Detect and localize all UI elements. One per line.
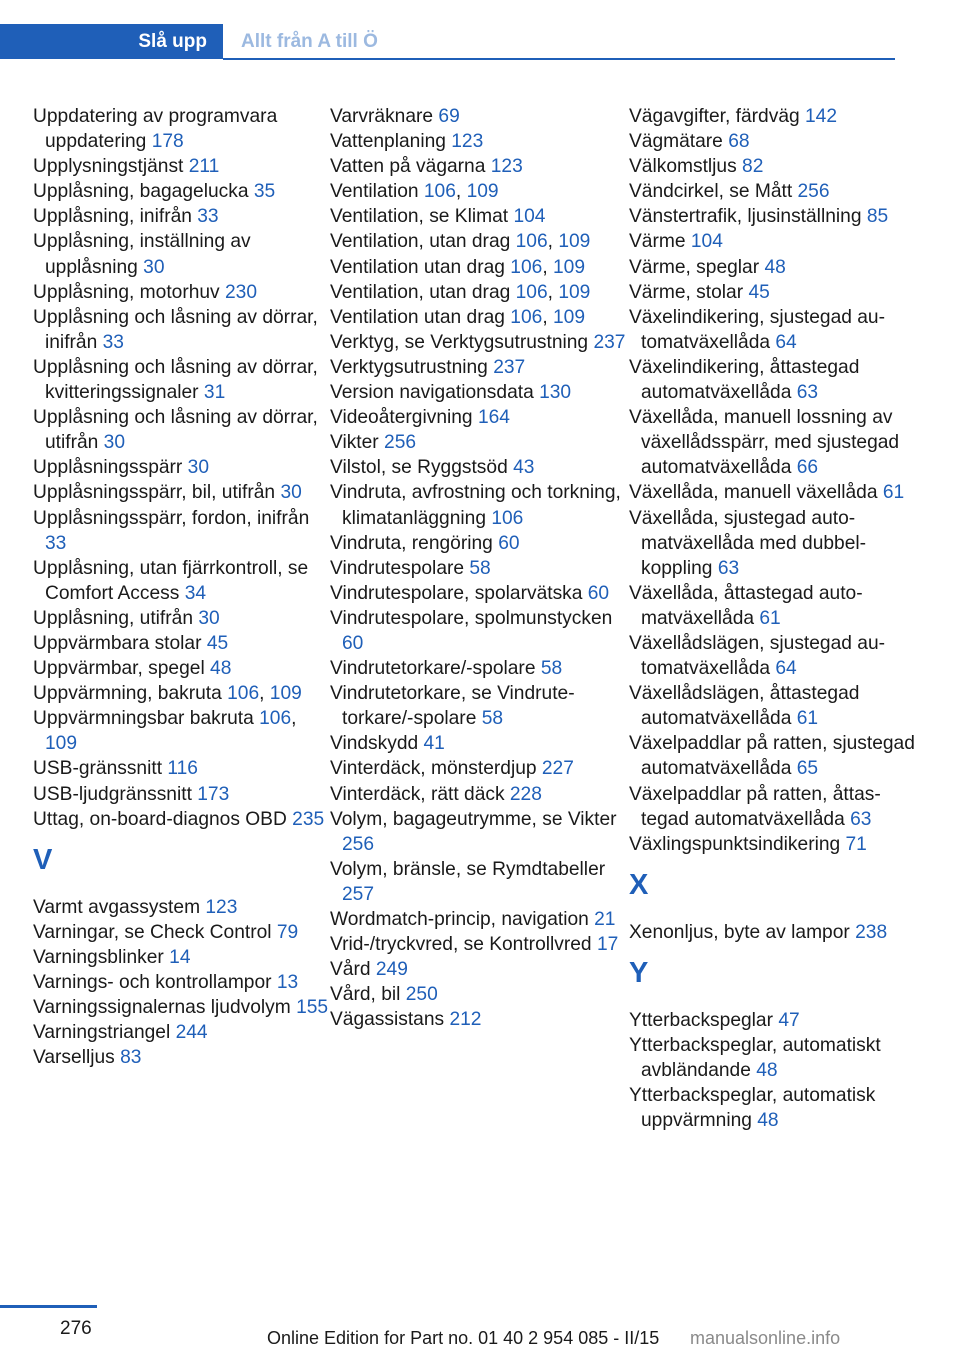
page-ref-link[interactable]: 238 [855, 921, 888, 943]
index-term: Ventilation utan drag [330, 306, 511, 328]
index-entry [330, 556, 630, 581]
index-entry [629, 104, 919, 129]
index-term: Ytterbackspeglar, automatiskt avbländande [629, 1035, 881, 1082]
index-entry [33, 305, 333, 355]
index-term: Ventilation, se Klimat [330, 206, 514, 228]
index-entry [330, 531, 630, 556]
page-ref-link[interactable]: 31 [203, 382, 226, 404]
page-ref-link[interactable]: 65 [796, 758, 819, 780]
page-ref-link[interactable]: 83 [120, 1047, 142, 1069]
index-term: Vindrutetorkare/-spolare [330, 658, 541, 680]
index-entry [330, 656, 630, 681]
index-term: USB-gränssnitt [33, 758, 168, 780]
index-term: Värme [629, 231, 691, 253]
page-ref-link[interactable]: 142 [805, 106, 838, 127]
index-entry [330, 204, 630, 229]
index-entry [629, 204, 919, 229]
page-ref-link[interactable]: 63 [796, 382, 819, 404]
index-entry [629, 782, 919, 832]
index-term: Vård [330, 959, 376, 981]
page-ref-link[interactable]: 45 [206, 632, 229, 654]
page-ref-link[interactable]: 33 [197, 206, 219, 228]
index-term: Upplåsning, inifrån [33, 206, 198, 228]
index-term: Uppvärmningsbar bakruta [33, 708, 260, 730]
index-entry [330, 857, 630, 907]
index-entry: Uppvärmning, bakruta 106, 109 [33, 683, 302, 705]
index-entry [33, 606, 333, 631]
page-ref-link[interactable]: 61 [796, 708, 819, 730]
index-term: Wordmatch-princip, navigation [330, 909, 595, 930]
page-ref-link[interactable]: 130 [539, 382, 572, 404]
page-ref-link[interactable]: 35 [253, 181, 276, 203]
index-column-3 [629, 104, 919, 1133]
index-term: Uppvärmbar, spegel [33, 658, 211, 680]
page-ref-link[interactable]: 21 [594, 909, 616, 930]
page-ref-link[interactable]: 71 [845, 833, 867, 855]
index-entry [629, 832, 919, 857]
index-term: Vindskydd [330, 733, 424, 755]
index-entry [33, 1045, 333, 1070]
page-ref-link[interactable]: 13 [276, 972, 299, 993]
page-ref-link[interactable]: 58 [540, 658, 563, 680]
index-entry [330, 104, 630, 129]
page-ref-link[interactable]: 109 [552, 306, 585, 328]
page-ref-link[interactable]: 47 [778, 1009, 800, 1031]
index-entry: Uppvärmningsbar bakruta 106, 109 [33, 708, 297, 755]
page-ref-link[interactable]: 66 [796, 457, 819, 479]
page-ref-link[interactable]: 227 [541, 758, 574, 780]
index-term: Upplysningstjänst [33, 156, 189, 178]
index-entry [629, 305, 919, 355]
index-entry [33, 782, 333, 807]
index-entry [330, 405, 630, 430]
page-ref-link[interactable]: 106 [259, 708, 292, 730]
index-entry [330, 681, 630, 731]
index-entry [629, 681, 919, 731]
index-term: Vattenplaning [330, 131, 452, 153]
index-term: Växelpaddlar på ratten, sjustegad automatväxellåda [629, 733, 915, 780]
index-entry [629, 280, 919, 305]
page-ref-link[interactable]: 123 [451, 131, 484, 153]
page-ref-link[interactable]: 106 [510, 306, 543, 328]
page-ref-link[interactable]: 64 [775, 658, 797, 680]
page-ref-link[interactable]: 69 [438, 106, 460, 127]
index-entry [330, 756, 630, 781]
index-letter-heading: X [629, 868, 649, 901]
page-ref-link[interactable]: 164 [477, 407, 510, 429]
index-entry [629, 179, 919, 204]
index-term: Vinterdäck, rätt däck [330, 783, 510, 805]
index-term: Upplåsning och låsning av dörrar, utifrån [33, 407, 318, 454]
page-ref-link[interactable]: 250 [405, 984, 438, 1006]
watermark: manualsonline.info [690, 1328, 841, 1348]
page-ref-link[interactable]: 106 [515, 281, 548, 303]
index-entry [33, 355, 333, 405]
index-term: USB-ljudgränssnitt [33, 783, 198, 805]
index-entry [330, 330, 630, 355]
index-term: Volym, bränsle, se Rymdtabeller [330, 858, 606, 880]
page-ref-link[interactable]: 109 [269, 683, 302, 705]
page-ref-link[interactable]: 43 [513, 457, 535, 479]
index-term: Upplåsning, motorhuv [33, 281, 225, 303]
index-entry [629, 480, 919, 505]
index-entry [33, 920, 333, 945]
index-entry [629, 581, 919, 631]
index-entry [330, 1007, 630, 1032]
index-entry [33, 756, 333, 781]
index-term: Vindrutespolare, spolarvätska [330, 582, 588, 604]
index-term: Vändcirkel, se Mått [629, 181, 798, 203]
page-ref-link[interactable]: 30 [198, 607, 220, 629]
page-ref-link[interactable]: 68 [728, 131, 750, 153]
index-entry: Ventilation utan drag 106, 109 [330, 306, 585, 328]
page-ref-link[interactable]: 106 [515, 231, 548, 253]
index-entry [330, 782, 630, 807]
index-term: Verktyg, se Verktygsutrustning [330, 331, 594, 353]
index-entry [629, 1083, 919, 1133]
page-ref-link[interactable]: 244 [175, 1022, 208, 1044]
index-term: Xenonljus, byte av lampor [629, 921, 856, 943]
index-term: Vägassistans [330, 1009, 450, 1031]
page-ref-link[interactable]: 17 [596, 934, 619, 956]
index-term: Vindrutespolare, spolmunstycken [330, 607, 613, 629]
index-entry [330, 907, 630, 932]
index-term: Upplåsning, bagagelucka [33, 181, 254, 203]
index-term: Upplåsningsspärr, fordon, inifrån [33, 507, 310, 529]
page-ref-link[interactable]: 60 [587, 582, 610, 604]
page-ref-link[interactable]: 63 [850, 808, 872, 830]
page-ref-link[interactable]: 82 [742, 156, 764, 178]
index-entry [629, 920, 919, 945]
page-ref-link[interactable]: 45 [748, 281, 770, 303]
index-entry [33, 945, 333, 970]
page-ref-link[interactable]: 256 [797, 181, 830, 203]
page-ref-link[interactable]: 30 [103, 432, 126, 454]
index-entry [629, 506, 919, 581]
index-term: Vinterdäck, mönsterdjup [330, 758, 542, 780]
page-ref-link[interactable]: 109 [558, 231, 591, 253]
index-entry [33, 229, 333, 279]
index-term: Vindruta, avfrostning och torkning, klimatanläggning [330, 482, 621, 529]
page-ref-link[interactable]: 249 [375, 959, 408, 981]
page-ref-link[interactable]: 237 [493, 356, 526, 378]
index-term: Varmt avgassystem [33, 896, 206, 918]
index-entry [33, 807, 333, 832]
page-ref-link[interactable]: 230 [224, 281, 257, 303]
page-ref-link[interactable]: 41 [423, 733, 445, 755]
index-term: Varvräknare [330, 106, 439, 127]
index-entry [33, 204, 333, 229]
index-entry [629, 229, 919, 254]
index-term: Verktygsutrustning [330, 356, 494, 378]
page-ref-link[interactable]: 48 [757, 1110, 779, 1132]
top-tab-bar [0, 24, 895, 61]
index-entry [629, 129, 919, 154]
index-term: Vänstertrafik, ljusinställning [629, 206, 867, 228]
index-entry [33, 455, 333, 480]
index-term: Vindrutespolare [330, 557, 470, 579]
page-ref-link[interactable]: 123 [490, 156, 523, 178]
index-entry [33, 280, 333, 305]
page-ref-link[interactable]: 30 [280, 482, 302, 504]
page-ref-link[interactable]: 109 [558, 281, 591, 303]
page-ref-link[interactable]: 211 [188, 156, 220, 178]
index-column-2 [330, 104, 630, 1032]
page-ref-link[interactable]: 85 [866, 206, 889, 228]
index-term: Ventilation, utan drag [330, 281, 516, 303]
index-term: Videoåtergivning [330, 407, 478, 429]
index-term: Varningar, se Check Control [33, 921, 277, 943]
page-ref-link[interactable]: 228 [509, 783, 542, 805]
index-entry [330, 430, 630, 455]
index-term: Ytterbackspeglar [629, 1009, 779, 1031]
index-entry [33, 631, 333, 656]
page-ref-link[interactable]: 34 [184, 582, 207, 604]
index-term: Volym, bagageutrymme, se Vikter [330, 808, 617, 830]
page-ref-link[interactable]: 109 [45, 733, 78, 755]
page-ref-link[interactable]: 58 [481, 708, 504, 730]
index-entry [330, 606, 630, 656]
index-entry: Ventilation utan drag 106, 109 [330, 256, 585, 278]
index-entry [330, 154, 630, 179]
index-entry [330, 581, 630, 606]
index-term: Ventilation [330, 181, 424, 203]
index-term: Varningstriangel [33, 1022, 176, 1044]
index-entry [629, 731, 919, 781]
index-term: Varningsblinker [33, 946, 170, 968]
index-term: Växellåda, åttastegad automatväxellåda [629, 582, 863, 629]
page-ref-link[interactable]: 33 [45, 532, 67, 554]
page-ref-link[interactable]: 61 [759, 607, 781, 629]
page-ref-link[interactable]: 257 [342, 883, 375, 905]
page-ref-link[interactable]: 106 [423, 181, 456, 203]
index-entry: Ventilation, utan drag 106, 109 [330, 231, 591, 253]
index-term: Vrid-/tryckvred, se Kontrollvred [330, 934, 597, 956]
index-term: Upplåsning, utifrån [33, 607, 199, 629]
index-term: Vindrutetorkare, se Vindrutetorkare/-spolare [330, 683, 575, 730]
index-term: Upplåsningsspärr [33, 457, 188, 479]
index-term: Uppdatering av programvara uppdatering [33, 106, 278, 153]
index-term: Vård, bil [330, 984, 406, 1006]
index-term: Upplåsning, utan fjärrkontroll, se Comfort Access [33, 557, 309, 604]
page-ref-link[interactable]: 106 [227, 683, 260, 705]
index-term: Växellådslägen, sjustegad automatväxellåda [629, 632, 886, 680]
page-ref-link[interactable]: 61 [882, 482, 905, 504]
index-entry [33, 970, 333, 995]
page-ref-link[interactable]: 235 [292, 808, 325, 830]
page-ref-link[interactable]: 64 [775, 331, 797, 353]
index-term: Varselljus [33, 1047, 121, 1069]
page-ref-link[interactable]: 48 [210, 658, 232, 680]
index-term: Värme, stolar [629, 281, 749, 303]
index-term: Välkomstljus [629, 156, 743, 178]
index-entry [33, 179, 333, 204]
index-entry [330, 731, 630, 756]
index-term: Uttag, on-board-diagnos OBD [33, 808, 293, 830]
index-term: Uppvärmbara stolar [33, 632, 207, 654]
page-ref-link[interactable]: 116 [167, 758, 198, 780]
index-term: Vindruta, rengöring [330, 532, 499, 554]
index-entry: Ventilation 106, 109 [330, 181, 499, 203]
index-entry [330, 355, 630, 380]
index-term: Växelpaddlar på ratten, åttastegad automatväxellåda [629, 783, 881, 830]
index-letter-heading: Y [629, 956, 649, 989]
index-entry [629, 355, 919, 405]
index-entry [629, 405, 919, 480]
index-term: Vikter [330, 432, 385, 454]
index-term: Vatten på vägarna [330, 156, 491, 178]
index-term: Växellåda, sjustegad automatväxellåda med dubbelkoppling [629, 507, 867, 579]
index-term: Vilstol, se Ryggstsöd [330, 457, 514, 479]
page-ref-link[interactable]: 173 [197, 783, 230, 805]
index-term: Växelindikering, åttastegad automatväxellåda [629, 356, 860, 404]
index-entry [330, 480, 630, 530]
index-term: Värme, speglar [629, 256, 765, 278]
page-ref-link[interactable]: 106 [491, 507, 524, 529]
index-entry [330, 982, 630, 1007]
page-ref-link[interactable]: 237 [593, 331, 626, 353]
index-letter-heading: V [33, 843, 53, 876]
page-ref-link[interactable]: 256 [384, 432, 417, 454]
page-ref-link[interactable]: 58 [469, 557, 491, 579]
index-entry [33, 656, 333, 681]
index-entry [33, 995, 333, 1020]
index-entry [33, 405, 333, 455]
index-entry [33, 1020, 333, 1045]
index-entry [33, 556, 333, 606]
tab-sla-upp[interactable]: Slå upp [0, 24, 223, 59]
page-ref-link[interactable]: 106 [510, 256, 543, 278]
index-term: Uppvärmning, bakruta [33, 683, 228, 705]
page-ref-link[interactable]: 104 [690, 231, 723, 253]
index-entry [330, 129, 630, 154]
index-term: Växellådslägen, åttastegad automatväxellåda [629, 683, 860, 730]
index-entry [629, 154, 919, 179]
page-ref-link[interactable]: 14 [169, 946, 191, 968]
index-entry [629, 1008, 919, 1033]
index-term: Vägmätare [629, 131, 729, 153]
index-entry [330, 932, 630, 957]
index-entry [33, 104, 333, 154]
index-entry [33, 480, 333, 505]
index-term: Växellåda, manuell växellåda [629, 482, 883, 504]
page-ref-link[interactable]: 155 [296, 997, 329, 1019]
index-term: Ventilation utan drag [330, 256, 511, 278]
page-ref-link[interactable]: 48 [756, 1060, 778, 1082]
page-ref-link[interactable]: 63 [717, 557, 740, 579]
page-ref-link[interactable]: 60 [342, 632, 364, 654]
index-term: Vägavgifter, färdväg [629, 106, 805, 127]
page-ref-link[interactable]: 30 [143, 256, 165, 278]
page-ref-link[interactable]: 104 [513, 206, 546, 228]
index-term: Version navigationsdata [330, 382, 540, 404]
tab-underline [223, 58, 895, 60]
page-ref-link[interactable]: 79 [276, 921, 299, 943]
index-term: Växellåda, manuell lossning av växellådsspärr, med sjustegad automatväxellåda [629, 407, 900, 479]
index-term: Varnings- och kontrollampor [33, 972, 277, 993]
index-entry [330, 807, 630, 857]
edition-text: Online Edition for Part no. 01 40 2 954 085 - II/15 [267, 1328, 660, 1348]
index-term: Växlingspunktsindikering [629, 833, 846, 855]
index-term: Upplåsningsspärr, bil, utifrån [33, 482, 281, 504]
page-ref-link[interactable]: 256 [342, 833, 375, 855]
index-term: Varningssignalernas ljudvolym [33, 997, 297, 1019]
index-term: Upplåsning och låsning av dörrar, inifrån [33, 306, 318, 353]
page-number: 276 [60, 1318, 92, 1339]
index-entry [330, 957, 630, 982]
index-entry [330, 455, 630, 480]
index-term: Växelindikering, sjustegad automatväxellåda [629, 306, 885, 353]
tab-allt-fran-a-till-o[interactable]: Allt från A till Ö [241, 30, 378, 52]
page-ref-link[interactable]: 109 [552, 256, 585, 278]
page-ref-link[interactable]: 178 [151, 131, 184, 153]
index-entry [629, 1033, 919, 1083]
index-entry [33, 506, 333, 556]
index-term: Ytterbackspeglar, automatisk uppvärmning [629, 1085, 876, 1132]
index-entry [629, 631, 919, 681]
index-entry [629, 255, 919, 280]
footer-rule [0, 1305, 97, 1308]
index-entry [330, 380, 630, 405]
index-entry [33, 154, 333, 179]
page-ref-link[interactable]: 30 [187, 457, 209, 479]
index-entry [33, 895, 333, 920]
page-ref-link[interactable]: 48 [764, 256, 786, 278]
index-entry: Ventilation, utan drag 106, 109 [330, 281, 591, 303]
page-ref-link[interactable]: 123 [205, 896, 238, 918]
page-ref-link[interactable]: 33 [102, 331, 124, 353]
page-ref-link[interactable]: 60 [498, 532, 520, 554]
page-ref-link[interactable]: 109 [466, 181, 499, 203]
page-ref-link[interactable]: 212 [449, 1009, 482, 1031]
index-term: Upplåsning, inställning av upplåsning [33, 231, 251, 278]
index-term: Upplåsning och låsning av dörrar, kvitteringssignaler [33, 356, 318, 404]
index-column-1 [33, 104, 333, 1070]
index-term: Ventilation, utan drag [330, 231, 516, 253]
